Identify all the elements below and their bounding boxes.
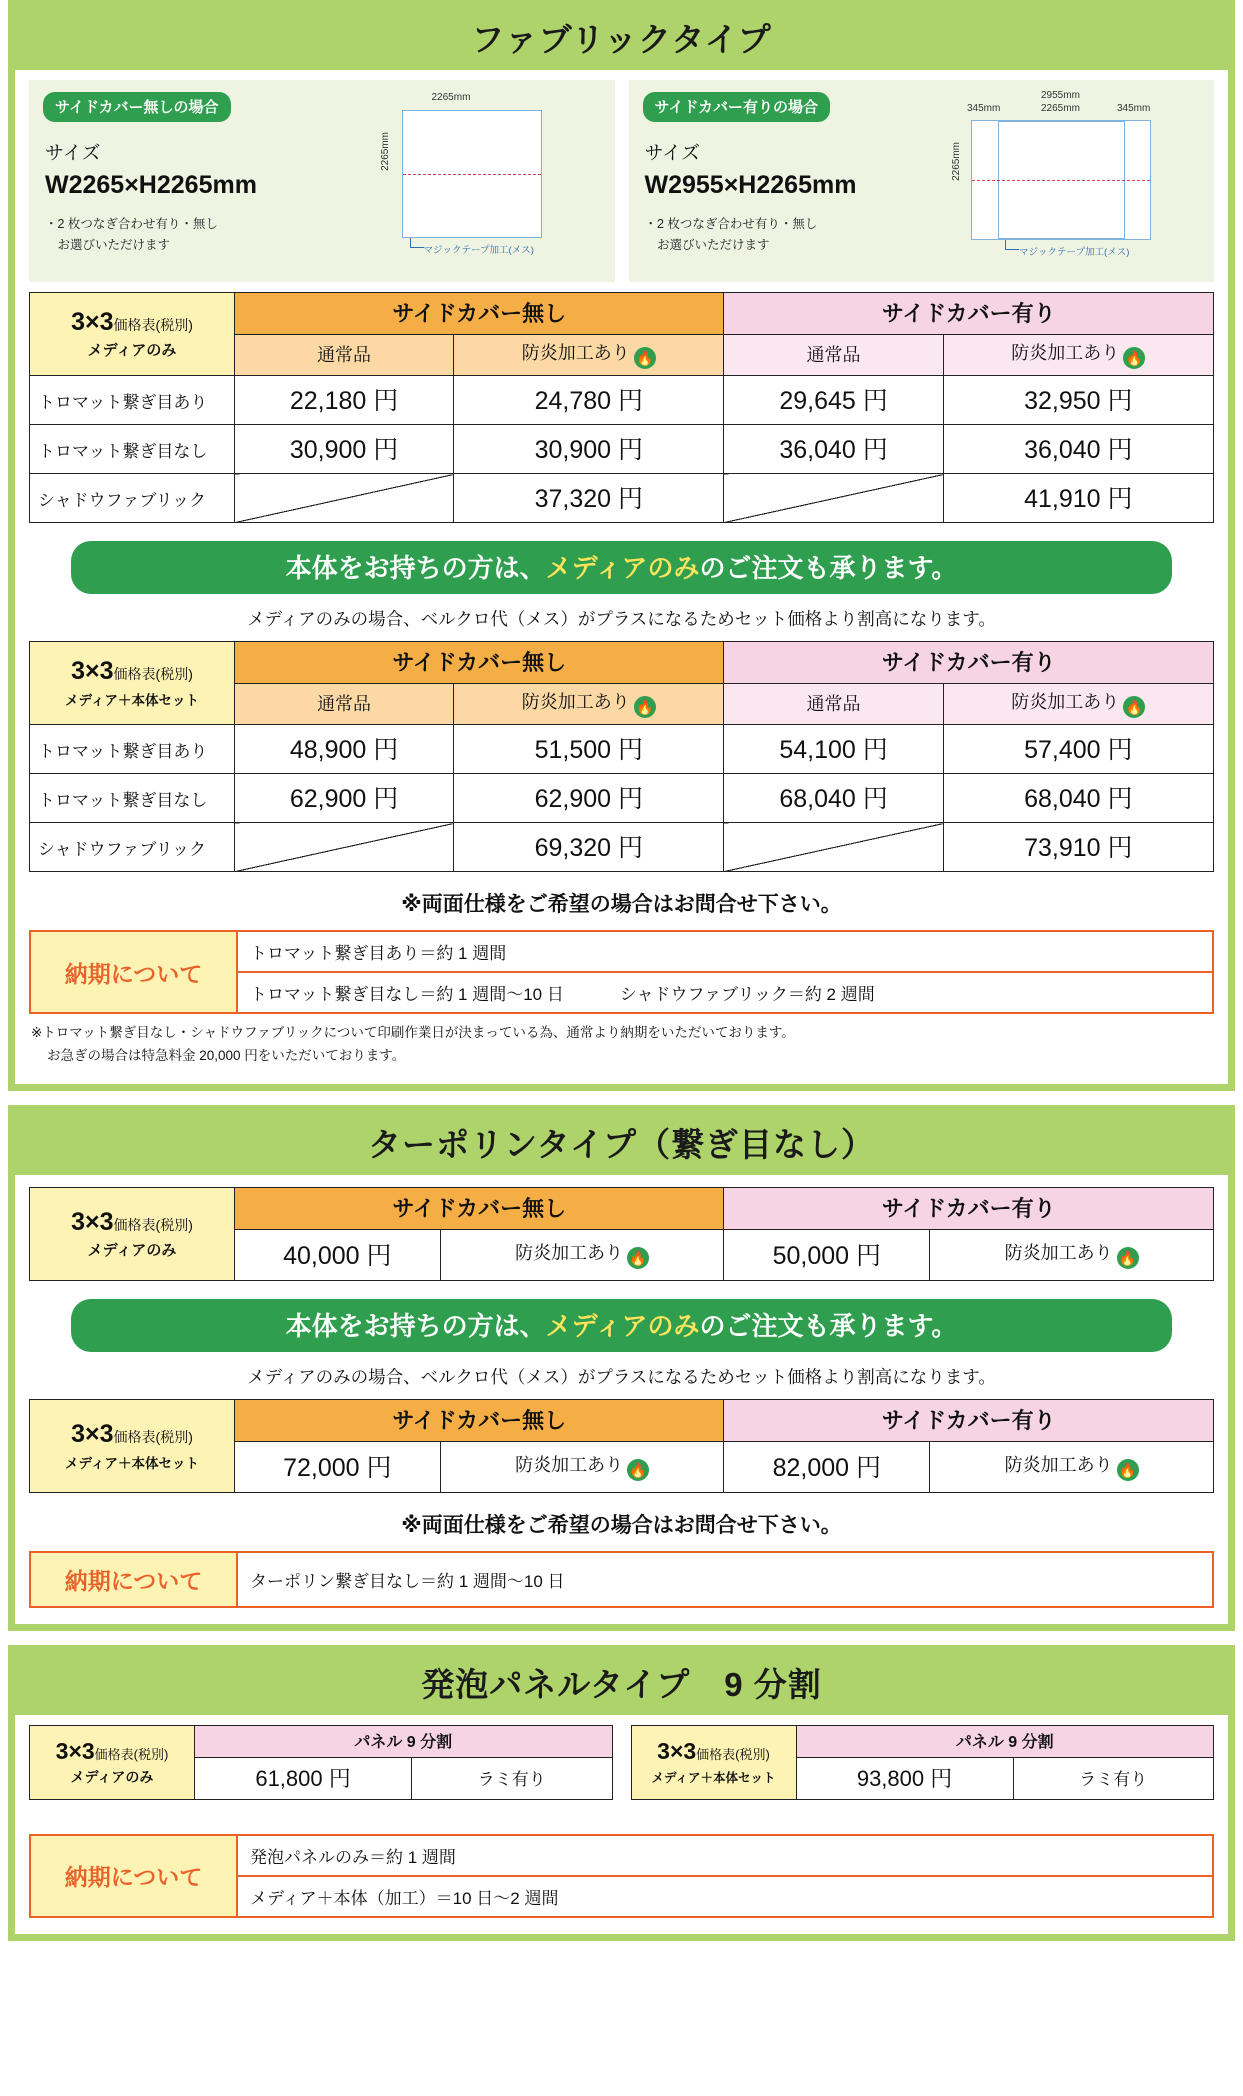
- velcro-leader-line: [410, 238, 424, 248]
- label-scope: メディア＋本体セット: [65, 693, 199, 708]
- delivery-label: 納期について: [31, 932, 236, 1012]
- price-cell: 48,900 円: [235, 725, 454, 774]
- row-label: シャドウファブリック: [30, 474, 235, 523]
- subheader-flame-none: [454, 335, 724, 376]
- table-header-label: [631, 1725, 796, 1799]
- header-cover-none: サイドカバー無し: [235, 1187, 724, 1229]
- dim-top-label: 2265mm: [431, 92, 471, 103]
- diagram-with-side-cover: [945, 92, 1200, 272]
- flame-option-yes: [930, 1229, 1214, 1280]
- label-price-tax: 価格表(税別): [113, 1428, 193, 1445]
- panel-tag-with-cover: サイドカバー有りの場合: [643, 92, 831, 122]
- banner-highlight: メディアのみ: [545, 553, 700, 583]
- subheader-flame-yes: [943, 335, 1213, 376]
- diagram-no-side-cover: [346, 92, 601, 272]
- price-cell: 37,320 円: [454, 474, 724, 523]
- subheader-normal-yes: 通常品: [724, 684, 943, 725]
- flame-icon: 🔥: [1123, 347, 1145, 369]
- section-fabric: [8, 0, 1235, 1091]
- flame-option-none: [440, 1441, 724, 1492]
- banner-post: のご注文も承ります。: [699, 553, 958, 583]
- subheader-flame-none: [454, 684, 724, 725]
- delivery-row: 発泡パネルのみ＝約 1 週間: [236, 1836, 1212, 1875]
- note-double-sided-tarp: ※両面仕様をご希望の場合はお問合せ下さい。: [401, 1513, 842, 1537]
- table-header-label: [30, 1399, 235, 1492]
- panel-note-line2: お選びいただけます: [644, 238, 770, 253]
- subheader-normal-yes: 通常品: [724, 335, 943, 376]
- section-title-fabric: ファブリックタイプ: [15, 7, 1228, 70]
- size-label: サイズ: [644, 143, 700, 164]
- header-cover-none: サイドカバー無し: [235, 1399, 724, 1441]
- table-row: [30, 725, 1214, 774]
- table-row: [30, 1399, 1214, 1441]
- size-label: サイズ: [45, 143, 101, 164]
- header-panel-9split: パネル 9 分割: [195, 1725, 613, 1757]
- fabric-info-panels: [29, 80, 1214, 282]
- panel-note: [45, 214, 343, 257]
- banner-note-fabric: メディアのみの場合、ベルクロ代（メス）がプラスになるためセット価格より割高になります。: [247, 609, 996, 629]
- center-dash-line: [403, 174, 541, 175]
- label-3x3: 3×3: [71, 657, 114, 685]
- table-header-label: [30, 293, 235, 376]
- table-row: [30, 774, 1214, 823]
- table-row: [30, 1187, 1214, 1229]
- banner-pre: 本体をお持ちの方は、: [285, 1310, 546, 1341]
- price-cell: 32,950 円: [943, 376, 1213, 425]
- dim-total-label: 2955mm: [1041, 90, 1080, 101]
- subheader-flame-yes: [943, 684, 1213, 725]
- table-fabric-media-plus-body: [29, 641, 1214, 872]
- price-cell: 57,400 円: [943, 725, 1213, 774]
- label-scope: メディアのみ: [87, 342, 177, 359]
- header-cover-yes: サイドカバー有り: [724, 1187, 1214, 1229]
- label-3x3: 3×3: [71, 308, 114, 336]
- size-value: W2265×H2265mm: [45, 171, 257, 199]
- price-cell: 36,040 円: [724, 425, 943, 474]
- row-label: シャドウファブリック: [30, 823, 235, 872]
- banner-pre: 本体をお持ちの方は、: [285, 553, 546, 583]
- table-row: [30, 376, 1214, 425]
- flame-option-text: 防炎加工あり: [515, 1454, 624, 1475]
- header-cover-yes: サイドカバー有り: [724, 1399, 1214, 1441]
- price-cell: 41,910 円: [943, 474, 1213, 523]
- dim-center-label: 2265mm: [1041, 103, 1080, 114]
- label-3x3: 3×3: [55, 1737, 95, 1764]
- price-cell: 69,320 円: [454, 823, 724, 872]
- table-row: [30, 425, 1214, 474]
- table-foam-media-plus-body: [631, 1725, 1215, 1800]
- label-scope: メディア＋本体セット: [65, 1455, 199, 1471]
- dim-left-label: 2265mm: [379, 132, 391, 171]
- subheader-flame-text: 防炎加工あり: [521, 692, 630, 712]
- label-price-tax: 価格表(税別): [696, 1747, 770, 1763]
- section-foam-panel: [8, 1645, 1235, 1941]
- price-cell-unavailable: [724, 474, 943, 523]
- subheader-normal-none: 通常品: [235, 684, 454, 725]
- row-label: トロマット繋ぎ目なし: [30, 425, 235, 474]
- dim-right-cover-label: 345mm: [1117, 103, 1151, 114]
- table-tarp-media-plus-body: [29, 1399, 1214, 1493]
- table-row: [30, 642, 1214, 684]
- center-dash-line: [972, 180, 1150, 181]
- header-panel-9split: パネル 9 分割: [796, 1725, 1214, 1757]
- label-3x3: 3×3: [71, 1419, 114, 1448]
- banner-highlight: メディアのみ: [545, 1310, 700, 1341]
- section-title-tarpaulin: ターポリンタイプ（繋ぎ目なし）: [15, 1112, 1228, 1175]
- label-price-tax: 価格表(税別): [113, 1216, 193, 1233]
- table-row: [631, 1725, 1214, 1757]
- banner-media-only-fabric: [71, 541, 1172, 594]
- price-cell-none: 72,000 円: [235, 1441, 441, 1492]
- velcro-label: マジックテープ加工(メス): [423, 245, 534, 256]
- header-cover-yes: サイドカバー有り: [724, 642, 1214, 684]
- flame-icon: 🔥: [627, 1247, 649, 1269]
- flame-option-text: 防炎加工あり: [1004, 1242, 1113, 1263]
- price-cell: 30,900 円: [454, 425, 724, 474]
- lami-option: ラミ有り: [412, 1757, 612, 1799]
- delivery-row: ターポリン繋ぎ目なし＝約 1 週間〜10 日: [236, 1553, 1212, 1606]
- price-cell: 68,040 円: [724, 774, 943, 823]
- delivery-row: トロマット繋ぎ目あり＝約 1 週間: [236, 932, 1212, 971]
- price-cell: 24,780 円: [454, 376, 724, 425]
- delivery-box-fabric: [29, 930, 1214, 1014]
- price-cell-unavailable: [235, 823, 454, 872]
- price-cell-unavailable: [235, 474, 454, 523]
- velcro-label: マジックテープ加工(メス): [1019, 247, 1130, 258]
- footnote-line1: ※トロマット繋ぎ目なし・シャドウファブリックについて印刷作業日が決まっている為、通常より納期をいただいております。: [31, 1025, 795, 1040]
- panel-no-side-cover: [29, 80, 615, 282]
- flame-option-text: 防炎加工あり: [515, 1242, 624, 1263]
- velcro-leader-line: [1005, 240, 1019, 250]
- flame-icon: 🔥: [634, 696, 656, 718]
- flame-option-none: [440, 1229, 724, 1280]
- foam-tables: [29, 1725, 1214, 1800]
- label-scope: メディアのみ: [70, 1768, 154, 1785]
- row-label: トロマット繋ぎ目なし: [30, 774, 235, 823]
- price-cell: 54,100 円: [724, 725, 943, 774]
- label-price-tax: 価格表(税別): [113, 317, 193, 333]
- price-cell-yes: 82,000 円: [724, 1441, 930, 1492]
- delivery-row: メディア＋本体（加工）＝10 日〜2 週間: [236, 1875, 1212, 1916]
- table-row: [30, 474, 1214, 523]
- delivery-row: [236, 971, 1212, 1012]
- table-tarp-media-only: [29, 1187, 1214, 1281]
- flame-icon: 🔥: [1117, 1459, 1139, 1481]
- subheader-flame-text: 防炎加工あり: [1011, 692, 1120, 712]
- price-cell: 36,040 円: [943, 425, 1213, 474]
- panel-note-line2: お選びいただけます: [45, 238, 171, 253]
- flame-icon: 🔥: [634, 347, 656, 369]
- dim-left-label: 2265mm: [951, 142, 962, 181]
- size-value: W2955×H2265mm: [644, 171, 857, 199]
- table-row: [30, 1725, 613, 1757]
- flame-icon: 🔥: [1117, 1247, 1139, 1269]
- label-price-tax: 価格表(税別): [113, 666, 193, 682]
- section-title-foam: 発泡パネルタイプ 9 分割: [15, 1652, 1228, 1715]
- price-cell: 61,800 円: [195, 1757, 412, 1799]
- footnote-line2: お急ぎの場合は特急料金 20,000 円をいただいております。: [47, 1047, 406, 1063]
- panel-note: [645, 214, 943, 257]
- label-3x3: 3×3: [71, 1207, 114, 1236]
- subheader-flame-text: 防炎加工あり: [1011, 343, 1120, 363]
- flame-icon: 🔥: [627, 1459, 649, 1481]
- frame-outline: [402, 110, 542, 238]
- price-cell: 51,500 円: [454, 725, 724, 774]
- price-cell: 68,040 円: [943, 774, 1213, 823]
- label-scope: メディア＋本体セット: [651, 1771, 776, 1786]
- table-row: [30, 293, 1214, 335]
- delivery-label: 納期について: [31, 1553, 236, 1606]
- section-tarpaulin: [8, 1105, 1235, 1631]
- price-cell: 22,180 円: [235, 376, 454, 425]
- header-cover-none: サイドカバー無し: [235, 293, 724, 335]
- panel-note-line1: ・2 枚つなぎ合わせ有り・無し: [644, 217, 818, 231]
- label-scope: メディアのみ: [87, 1241, 177, 1259]
- subheader-flame-text: 防炎加工あり: [521, 343, 630, 363]
- delivery-row-part-a: トロマット繋ぎ目なし＝約 1 週間〜10 日: [250, 985, 564, 1004]
- row-label: トロマット繋ぎ目あり: [30, 376, 235, 425]
- price-cell: 73,910 円: [943, 823, 1213, 872]
- table-fabric-media-only: [29, 292, 1214, 523]
- price-cell: 62,900 円: [454, 774, 724, 823]
- flame-option-yes: [930, 1441, 1214, 1492]
- delivery-box-tarp: [29, 1551, 1214, 1608]
- price-cell: 62,900 円: [235, 774, 454, 823]
- delivery-box-foam: [29, 1834, 1214, 1918]
- note-double-sided-fabric: ※両面仕様をご希望の場合はお問合せ下さい。: [401, 893, 842, 916]
- flame-icon: 🔥: [1123, 696, 1145, 718]
- panel-with-side-cover: [629, 80, 1215, 282]
- label-price-tax: 価格表(税別): [94, 1746, 169, 1762]
- frame-outline: [971, 120, 1151, 240]
- price-cell: 30,900 円: [235, 425, 454, 474]
- price-cell: 93,800 円: [796, 1757, 1013, 1799]
- delivery-label: 納期について: [31, 1836, 236, 1916]
- label-3x3: 3×3: [657, 1738, 697, 1765]
- panel-note-line1: ・2 枚つなぎ合わせ有り・無し: [45, 217, 218, 231]
- price-cell: 29,645 円: [724, 376, 943, 425]
- flame-option-text: 防炎加工あり: [1004, 1454, 1113, 1475]
- price-cell-none: 40,000 円: [235, 1229, 441, 1280]
- banner-media-only-tarp: [71, 1299, 1172, 1352]
- banner-post: のご注文も承ります。: [699, 1310, 958, 1341]
- price-cell-unavailable: [724, 823, 943, 872]
- delivery-row-part-b: シャドウファブリック＝約 2 週間: [619, 985, 875, 1004]
- table-header-label: [30, 1725, 195, 1799]
- table-header-label: [30, 1187, 235, 1280]
- header-cover-none: サイドカバー無し: [235, 642, 724, 684]
- table-header-label: [30, 642, 235, 725]
- price-cell-yes: 50,000 円: [724, 1229, 930, 1280]
- lami-option: ラミ有り: [1013, 1757, 1213, 1799]
- panel-tag-no-cover: サイドカバー無しの場合: [43, 92, 231, 122]
- table-row: [30, 823, 1214, 872]
- footnote-fabric: [31, 1022, 1212, 1068]
- dim-left-cover-label: 345mm: [967, 103, 1001, 114]
- banner-note-tarp: メディアのみの場合、ベルクロ代（メス）がプラスになるためセット価格より割高になります。: [247, 1366, 996, 1387]
- subheader-normal-none: 通常品: [235, 335, 454, 376]
- header-cover-yes: サイドカバー有り: [724, 293, 1214, 335]
- table-foam-media-only: [29, 1725, 613, 1800]
- row-label: トロマット繋ぎ目あり: [30, 725, 235, 774]
